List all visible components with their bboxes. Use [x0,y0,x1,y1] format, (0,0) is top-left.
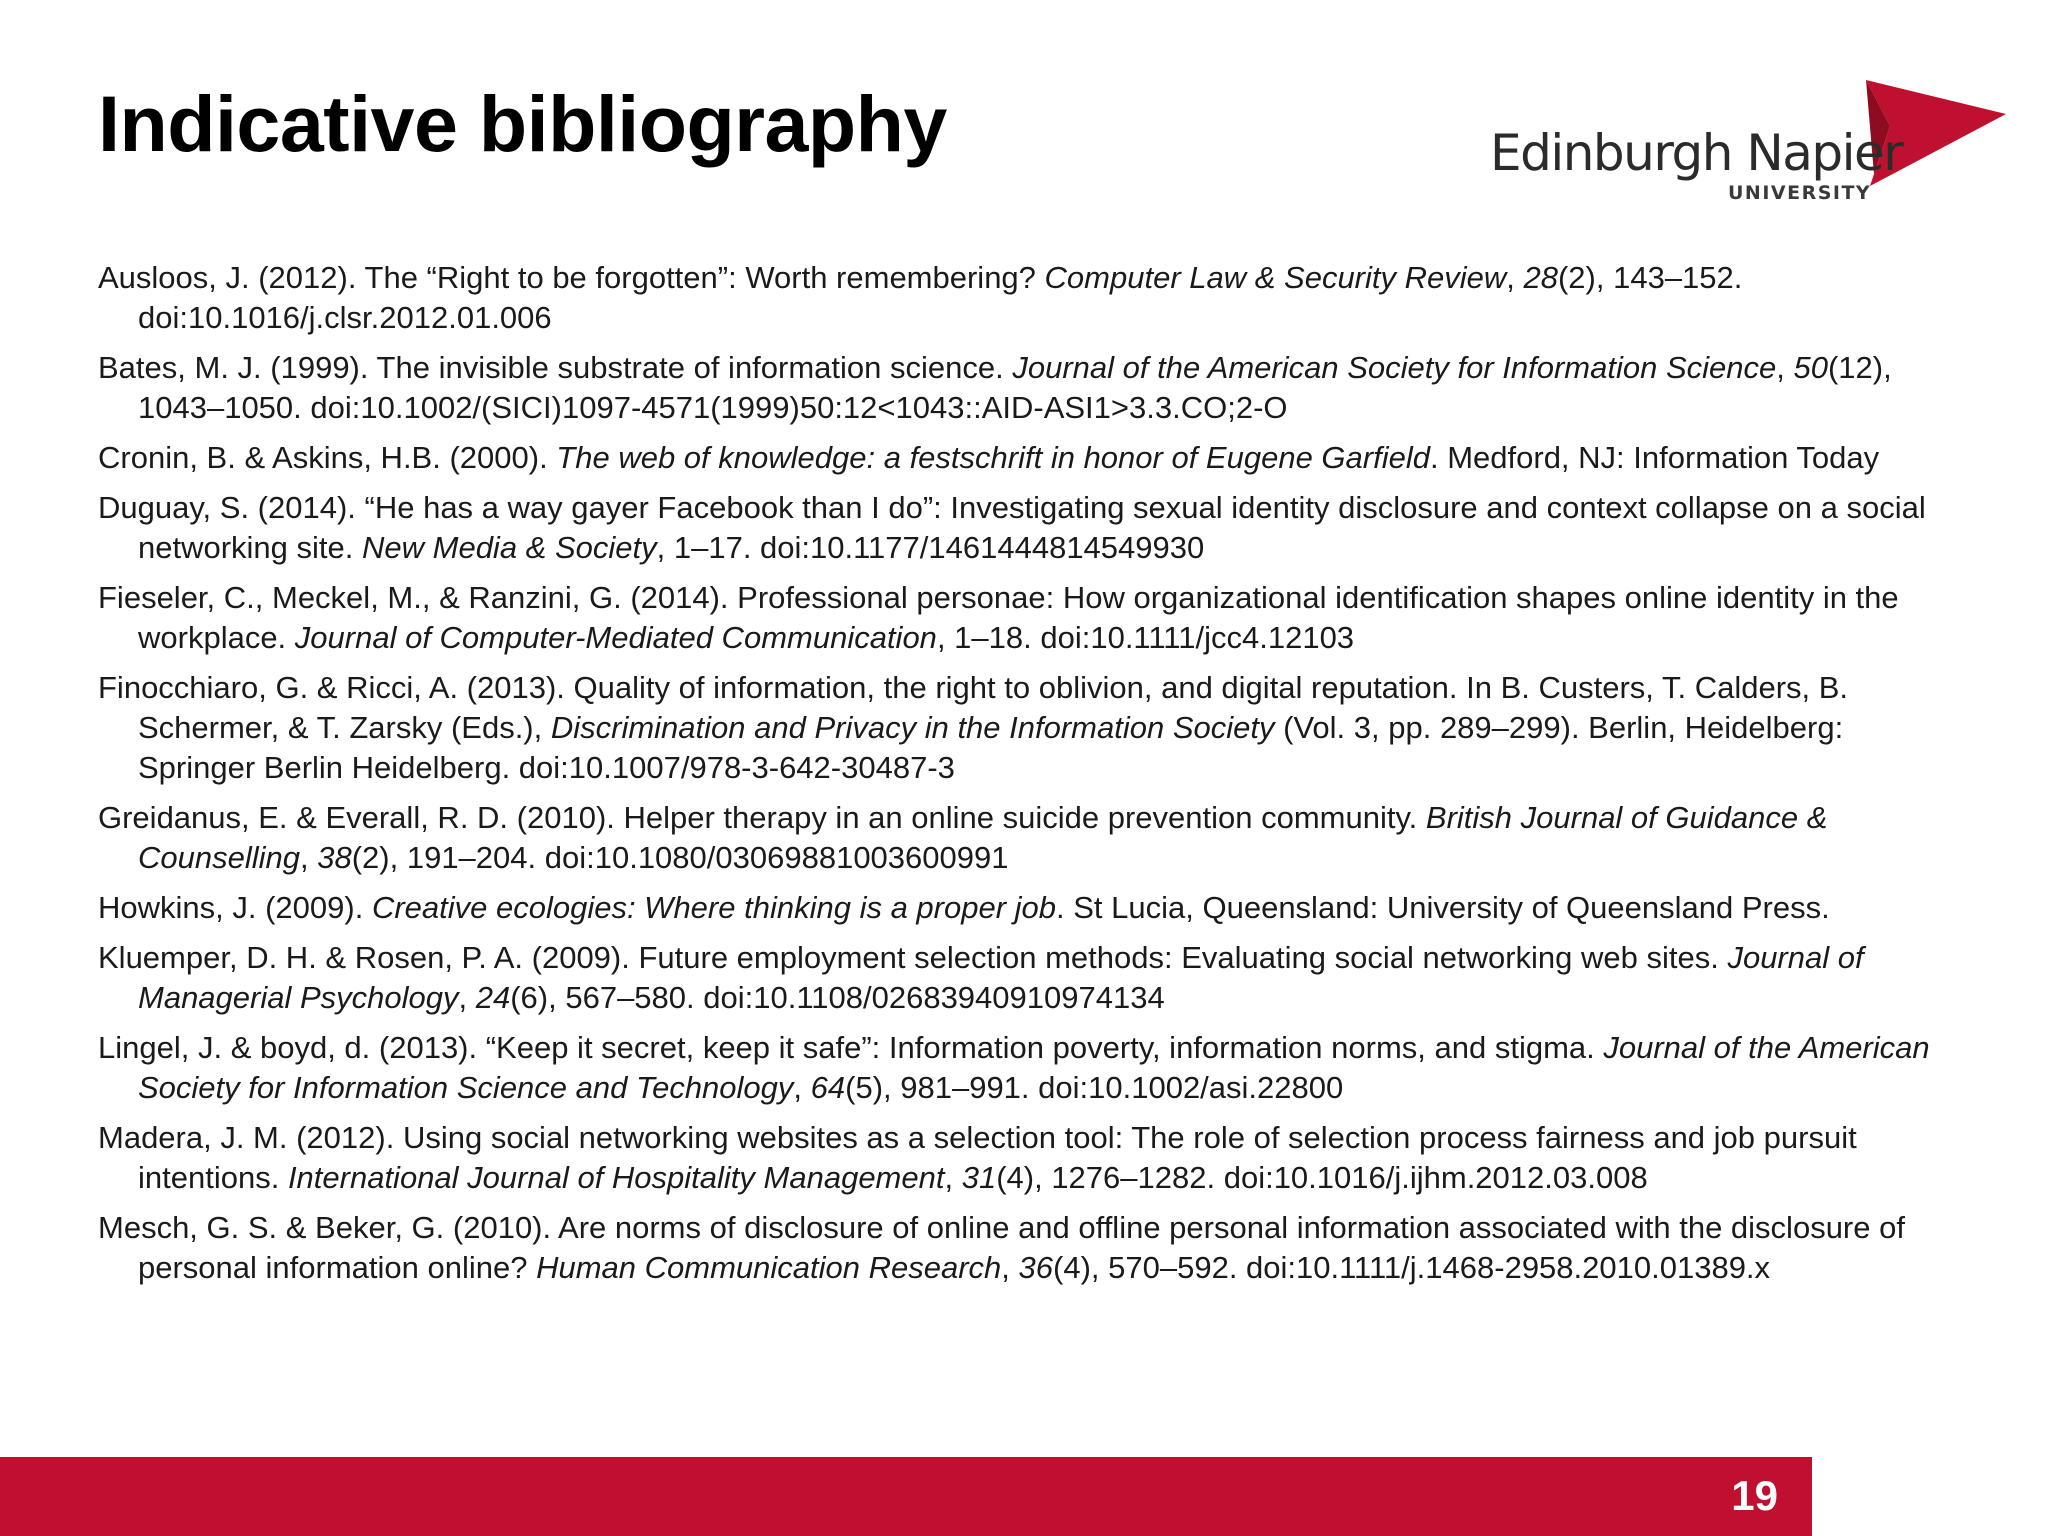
reference-item: Greidanus, E. & Everall, R. D. (2010). Helper therapy in an online suicide prevention community. British Journal of Guidance & Counselling, 38(2), 191–204. doi:10.1080/03069881003600991 [98,800,1828,875]
slide-title: Indicative bibliography [98,79,947,168]
reference-item: Madera, J. M. (2012). Using social networking websites as a selection tool: The role of selection process fairness and job pursuit intentions. International Journal of Hospitality Management, 31(4), 1276–1282. doi:10.1016/j.ijhm.2012.03.008 [98,1120,1857,1195]
reference-item: Fieseler, C., Meckel, M., & Ranzini, G. (2014). Professional personae: How organizational identification shapes online identity in the workplace. Journal of Computer-Mediated Communication, 1–18. doi:10.1111/jcc4.12103 [98,580,1899,655]
reference-item: Kluemper, D. H. & Rosen, P. A. (2009). Future employment selection methods: Evaluating social networking web sites. Journal of Managerial Psychology, 24(6), 567–580. doi:10.1108/02683940910974134 [98,940,1864,1015]
reference-item: Lingel, J. & boyd, d. (2013). “Keep it secret, keep it safe”: Information poverty, information norms, and stigma. Journal of the American Society for Information Science and Technology, 64(5), 981–991. doi:10.1002/asi.22800 [98,1030,1930,1105]
reference-item: Howkins, J. (2009). Creative ecologies: Where thinking is a proper job. St Lucia, Queensland: University of Queensland Press. [98,890,1830,925]
logo-name: Edinburgh Napier [1490,124,1903,182]
reference-item: Bates, M. J. (1999). The invisible substrate of information science. Journal of the American Society for Information Science, 50(12), 1043–1050. doi:10.1002/(SICI)1097-4571(1999)50:12<1043::AID-ASI1>3.3.CO;2-O [98,350,1892,425]
reference-item: Duguay, S. (2014). “He has a way gayer Facebook than I do”: Investigating sexual identity disclosure and context collapse on a social networking site. New Media & Society, 1–17. doi:10.1177/1461444814549930 [98,490,1926,565]
footer-bar [0,1457,1812,1536]
page-number: 19 [1731,1472,1778,1519]
reference-item: Finocchiaro, G. & Ricci, A. (2013). Quality of information, the right to oblivion, and digital reputation. In B. Custers, T. Calders, B. Schermer, & T. Zarsky (Eds.), Discrimination and Privacy in the Information Society (Vol. 3, pp. 289–299). Berlin, Heidelberg: Springer Berlin Heidelberg. doi:10.1007/978-3-642-30487-3 [98,670,1849,785]
university-logo [1470,70,2010,220]
logo-subtitle: UNIVERSITY [1728,182,1872,204]
reference-item: Cronin, B. & Askins, H.B. (2000). The web of knowledge: a festschrift in honor of Eugene Garfield. Medford, NJ: Information Today [98,440,1880,475]
reference-list [98,258,1958,1298]
reference-item: Ausloos, J. (2012). The “Right to be forgotten”: Worth remembering? Computer Law & Security Review, 28(2), 143–152. doi:10.1016/j.clsr.2012.01.006 [98,260,1743,335]
reference-item: Mesch, G. S. & Beker, G. (2010). Are norms of disclosure of online and offline personal information associated with the disclosure of personal information online? Human Communication Research, 36(4), 570–592. doi:10.1111/j.1468-2958.2010.01389.x [98,1210,1905,1285]
